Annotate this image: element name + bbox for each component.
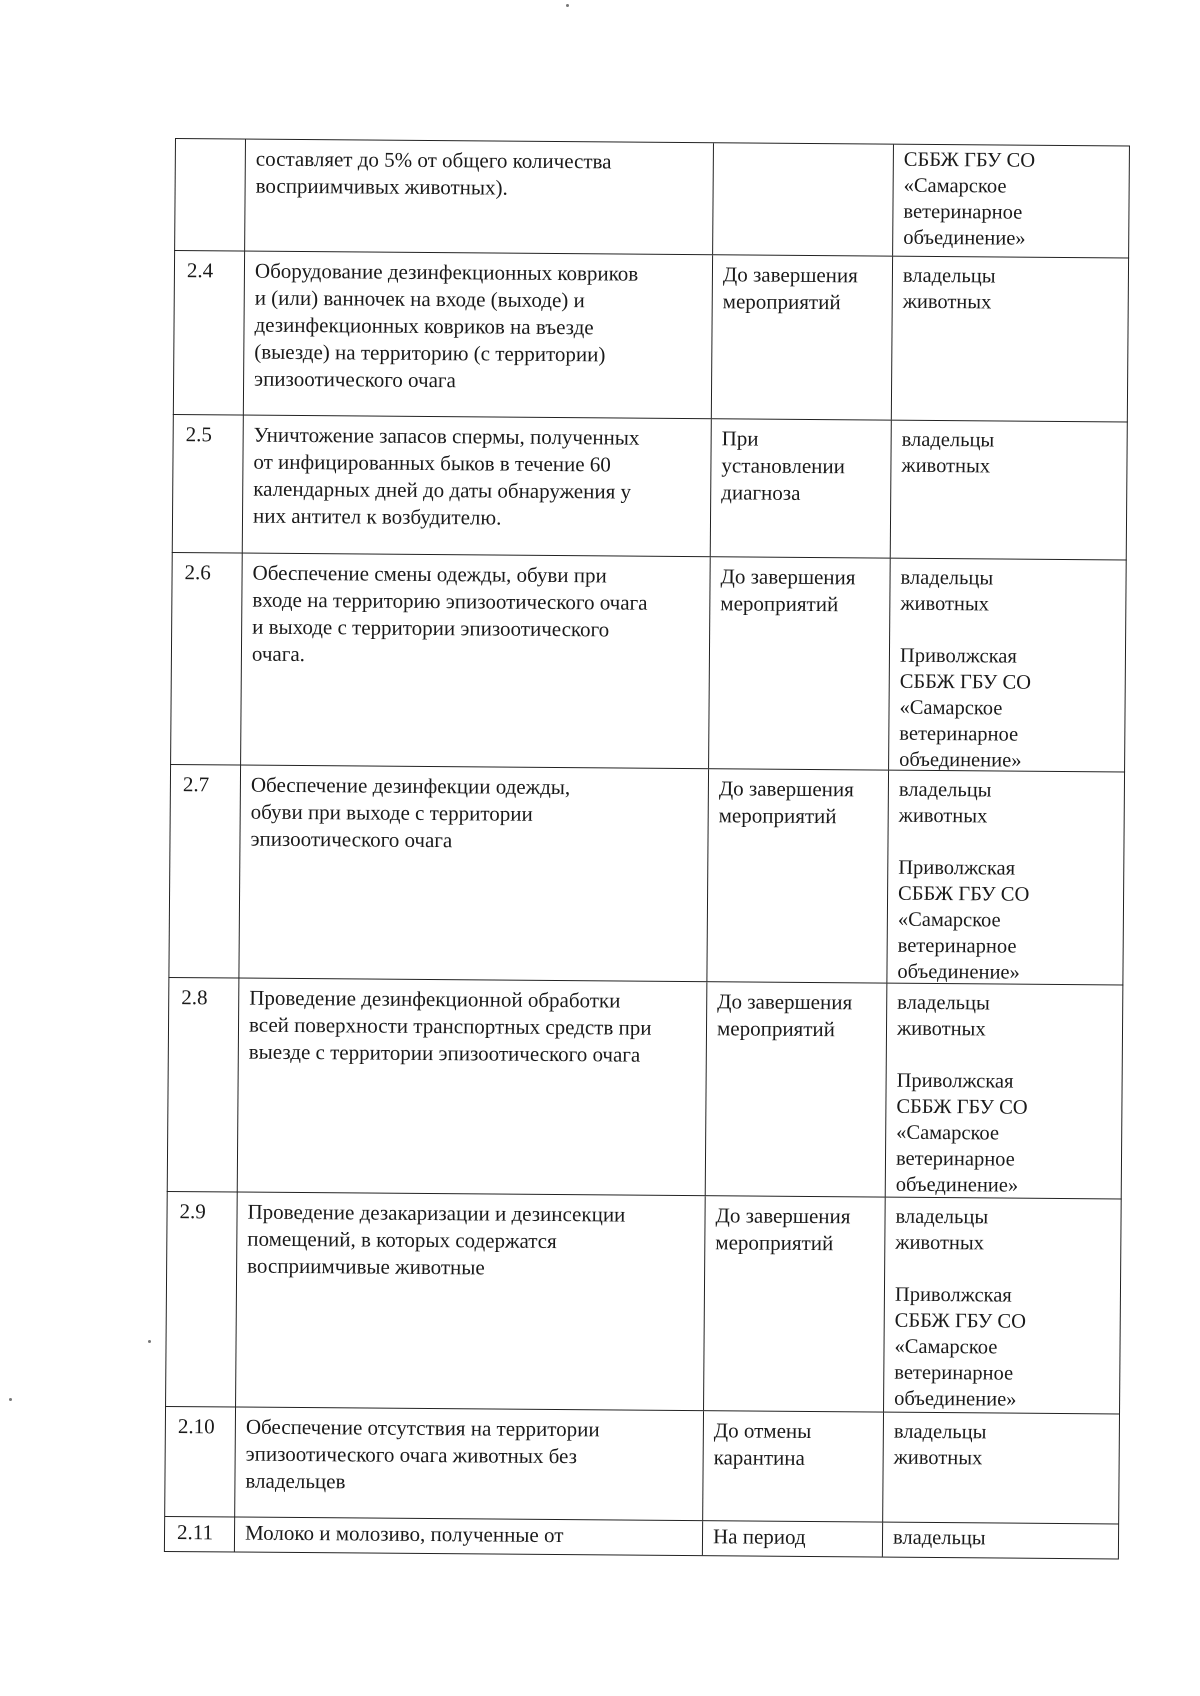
responsible-text: владельцы [892, 1526, 986, 1550]
measure-text: Обеспечение дезинфекции одежды, обуви при выходе с территории эпизоотического очага [239, 766, 709, 982]
term-text: До завершения мероприятий [707, 769, 889, 982]
measures-table [164, 138, 1130, 1559]
scan-speck [9, 1398, 12, 1401]
scan-speck [566, 4, 569, 7]
measure-text: составляет до 5% от общего количества восприимчивых животных). [245, 140, 714, 255]
table-row [168, 764, 1125, 984]
row-number: 2.8 [168, 978, 240, 1192]
row-number: 2.11 [165, 1517, 235, 1552]
responsible-text: владельцы животных Приволжская СББЖ ГБУ СО «Самарское ветеринарное объединение» [895, 991, 1028, 1197]
measure-text: Обеспечение отсутствия на территории эпизоотического очага животных без владельцев [235, 1408, 704, 1521]
row-number: 2.9 [166, 1192, 238, 1407]
term-text: На период [703, 1521, 883, 1556]
scan-speck [148, 1340, 151, 1343]
table-row [165, 1191, 1122, 1413]
row-number: 2.4 [174, 251, 245, 415]
table-row [167, 977, 1124, 1198]
row-number: 2.10 [165, 1407, 236, 1517]
responsible-text: владельцы животных [893, 1420, 987, 1470]
term-text [713, 143, 894, 255]
term-text: До завершения мероприятий [712, 255, 893, 419]
measure-text: Оборудование дезинфекционных ковриков и (или) ванночек на входе (выходе) и дезинфекционных ковриков на въезде (выезде) на территорию (с территории) эпизоотического очага [244, 252, 713, 419]
table-row [164, 1406, 1120, 1523]
responsible-text: владельцы животных Приволжская СББЖ ГБУ СО «Самарское ветеринарное объединение» [899, 566, 1032, 772]
term-text: До отмены карантина [703, 1411, 884, 1521]
measure-text: Проведение дезакаризации и дезинсекции помещений, в которых содержатся восприимчивые животные [236, 1193, 706, 1411]
row-number [175, 139, 246, 251]
responsible-text: владельцы животных Приволжская СББЖ ГБУ СО «Самарское ветеринарное объединение» [897, 778, 1030, 984]
measure-text: Проведение дезинфекционной обработки всей поверхности транспортных средств при выезде с территории эпизоотического очага [238, 979, 708, 1196]
measure-text: Обеспечение смены одежды, обуви при входе на территорию эпизоотического очага и выходе с территории эпизоотического очага. [241, 554, 711, 769]
responsible-text: владельцы животных Приволжская СББЖ ГБУ СО «Самарское ветеринарное объединение» [894, 1205, 1027, 1411]
responsible-text: владельцы животных [902, 264, 996, 314]
responsible-text: владельцы животных [901, 428, 995, 478]
responsible-text: СББЖ ГБУ СО «Самарское ветеринарное объединение» [903, 148, 1036, 250]
row-number: 2.6 [171, 553, 243, 765]
row-number: 2.7 [169, 765, 241, 978]
row-number: 2.5 [173, 415, 244, 553]
table-row [173, 250, 1129, 421]
table-row [174, 138, 1130, 257]
table-row [164, 1516, 1119, 1559]
term-text: До завершения мероприятий [706, 982, 888, 1196]
term-text: До завершения мероприятий [709, 557, 891, 769]
table-row [172, 414, 1128, 559]
measure-text: Молоко и молозиво, полученные от [235, 1518, 703, 1556]
term-text: При установлении диагноза [711, 419, 892, 557]
term-text: До завершения мероприятий [704, 1196, 886, 1411]
measure-text: Уничтожение запасов спермы, полученных от инфицированных быков в течение 60 календарных дней до даты обнаружения у них антител к возбудителю. [243, 416, 712, 557]
table-row [170, 552, 1127, 771]
